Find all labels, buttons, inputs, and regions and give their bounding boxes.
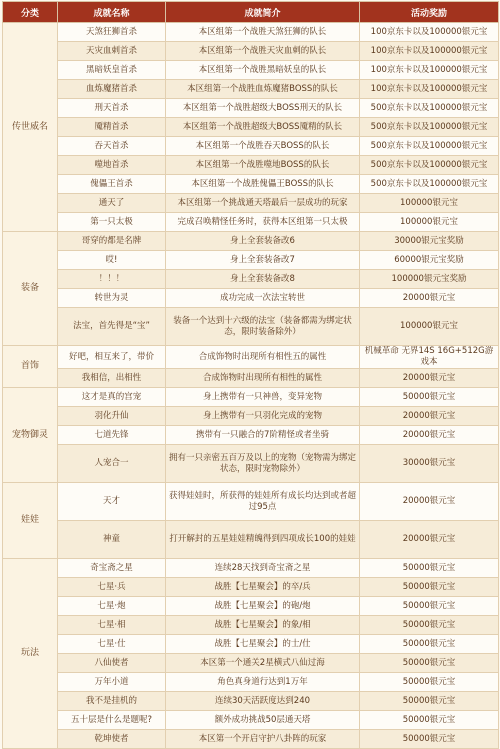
achievement-name-cell: 血炼魔猪首杀: [58, 80, 166, 99]
table-row: [3, 270, 499, 289]
table-row: [3, 445, 499, 483]
table-row: [3, 23, 499, 42]
category-cell: 装备: [3, 232, 58, 346]
reward-cell: 100000银元宝奖励: [360, 270, 499, 289]
reward-cell: 500京东卡以及100000银元宝: [360, 137, 499, 156]
achievement-desc-cell: 合成饰物时出现所有相性的属性: [166, 369, 360, 388]
reward-cell: 30000银元宝奖励: [360, 232, 499, 251]
reward-cell: 50000银元宝: [360, 616, 499, 635]
reward-cell: 100000银元宝: [360, 308, 499, 346]
table-row: [3, 118, 499, 137]
reward-cell: 50000银元宝: [360, 673, 499, 692]
achievement-name-cell: 吞天首杀: [58, 137, 166, 156]
reward-cell: 机械革命 无界14S 16G+512G游戏本: [360, 346, 499, 369]
achievement-name-cell: 神童: [58, 521, 166, 559]
reward-cell: 50000银元宝: [360, 654, 499, 673]
table-row: [3, 597, 499, 616]
achievement-name-cell: 天灾血剌首杀: [58, 42, 166, 61]
table-row: [3, 521, 499, 559]
achievement-desc-cell: 成功完成一次法宝转世: [166, 289, 360, 308]
reward-cell: 20000银元宝: [360, 521, 499, 559]
header-reward: 活动奖励: [360, 2, 499, 23]
achievement-desc-cell: 本区第一个开启守护八卦阵的玩家: [166, 730, 360, 749]
achievement-name-cell: 我相信，出相性: [58, 369, 166, 388]
reward-cell: 20000银元宝: [360, 369, 499, 388]
achievement-name-cell: 天才: [58, 483, 166, 521]
category-cell: 玩法: [3, 559, 58, 749]
header-achievement-name: 成就名称: [58, 2, 166, 23]
table-row: [3, 711, 499, 730]
achievement-name-cell: ！！！: [58, 270, 166, 289]
achievement-name-cell: 第一只太极: [58, 213, 166, 232]
reward-cell: 100京东卡以及100000银元宝: [360, 61, 499, 80]
achievement-name-cell: 奇宝斋之星: [58, 559, 166, 578]
table-row: [3, 137, 499, 156]
table-row: [3, 426, 499, 445]
achievement-desc-cell: 本区组第一个战胜天灾血刺的队长: [166, 42, 360, 61]
achievement-desc-cell: 战胜【七星聚会】的士/仕: [166, 635, 360, 654]
table-row: [3, 635, 499, 654]
achievement-name-cell: 我不是挂机的: [58, 692, 166, 711]
achievement-desc-cell: 额外成功挑战50层通天塔: [166, 711, 360, 730]
reward-cell: 100京东卡以及100000银元宝: [360, 23, 499, 42]
table-row: [3, 369, 499, 388]
reward-cell: 50000银元宝: [360, 730, 499, 749]
achievement-desc-cell: 战胜【七星聚会】的卒/兵: [166, 578, 360, 597]
reward-cell: 50000银元宝: [360, 578, 499, 597]
category-cell: 首饰: [3, 346, 58, 388]
achievement-name-cell: 羽化升仙: [58, 407, 166, 426]
achievement-desc-cell: 本区组第一个战胜噬地BOSS的队长: [166, 156, 360, 175]
achievement-desc-cell: 装备一个达到十六级的法宝（装备都需为绑定状态，限时装备除外）: [166, 308, 360, 346]
achievement-name-cell: 好吧，相互来了，带价: [58, 346, 166, 369]
reward-cell: 50000银元宝: [360, 597, 499, 616]
achievement-desc-cell: 身上全套装备改7: [166, 251, 360, 270]
achievement-name-cell: 七星·相: [58, 616, 166, 635]
table-row: [3, 99, 499, 118]
achievement-name-cell: 人宠合一: [58, 445, 166, 483]
achievement-desc-cell: 角色真身道行达到1万年: [166, 673, 360, 692]
table-row: [3, 194, 499, 213]
achievement-desc-cell: 本区组第一个战胜天煞狂狮的队长: [166, 23, 360, 42]
achievement-table: [2, 1, 499, 749]
achievement-desc-cell: 携带有一只融合的7阶精怪或者坐骑: [166, 426, 360, 445]
header-achievement-desc: 成就简介: [166, 2, 360, 23]
table-row: [3, 175, 499, 194]
achievement-desc-cell: 身上全套装备改8: [166, 270, 360, 289]
achievement-desc-cell: 本区组第一个战胜超级大BOSS魇精的队长: [166, 118, 360, 137]
reward-cell: 100京东卡以及100000银元宝: [360, 42, 499, 61]
table-row: [3, 578, 499, 597]
achievement-name-cell: 刑天首杀: [58, 99, 166, 118]
achievement-name-cell: 七星·炮: [58, 597, 166, 616]
achievement-desc-cell: 本区第一个通关2星横式八仙过海: [166, 654, 360, 673]
reward-cell: 100000银元宝: [360, 194, 499, 213]
reward-cell: 50000银元宝: [360, 692, 499, 711]
achievement-name-cell: 天煞狂狮首杀: [58, 23, 166, 42]
achievement-desc-cell: 身上全套装备改6: [166, 232, 360, 251]
table-row: [3, 308, 499, 346]
achievement-name-cell: 七星·兵: [58, 578, 166, 597]
reward-cell: 500京东卡以及100000银元宝: [360, 118, 499, 137]
achievement-name-cell: 转世为灵: [58, 289, 166, 308]
achievement-name-cell: 乾坤使者: [58, 730, 166, 749]
table-row: [3, 388, 499, 407]
achievement-name-cell: 这才是真的宫宠: [58, 388, 166, 407]
reward-cell: 60000银元宝奖励: [360, 251, 499, 270]
reward-cell: 50000银元宝: [360, 559, 499, 578]
category-cell: 传世威名: [3, 23, 58, 232]
table-row: [3, 346, 499, 369]
achievement-name-cell: 七道先锋: [58, 426, 166, 445]
achievement-desc-cell: 本区组第一个战胜傀儡王BOSS的队长: [166, 175, 360, 194]
achievement-desc-cell: 本区组第一个战胜超级大BOSS刑天的队长: [166, 99, 360, 118]
reward-cell: 20000银元宝: [360, 289, 499, 308]
reward-cell: 20000银元宝: [360, 483, 499, 521]
header-category: 分类: [3, 2, 58, 23]
reward-cell: 50000银元宝: [360, 388, 499, 407]
table-row: [3, 213, 499, 232]
category-cell: 娃娃: [3, 483, 58, 559]
table-row: [3, 232, 499, 251]
achievement-desc-cell: 拥有一只亲密五百万及以上的宠物（宠物需为绑定状态，限时宠物除外）: [166, 445, 360, 483]
table-row: [3, 61, 499, 80]
table-row: [3, 251, 499, 270]
reward-cell: 500京东卡以及100000银元宝: [360, 99, 499, 118]
achievement-desc-cell: 战胜【七星聚会】的砲/炮: [166, 597, 360, 616]
table-row: [3, 42, 499, 61]
achievement-desc-cell: 战胜【七星聚会】的象/相: [166, 616, 360, 635]
reward-cell: 50000银元宝: [360, 711, 499, 730]
reward-cell: 100京东卡以及100000银元宝: [360, 80, 499, 99]
achievement-desc-cell: 本区组第一个战胜黑暗妖皇的队长: [166, 61, 360, 80]
table-row: [3, 559, 499, 578]
reward-cell: 30000银元宝: [360, 445, 499, 483]
achievement-name-cell: 五十层是什么是题呢?: [58, 711, 166, 730]
achievement-name-cell: 哥穿的都是名牌: [58, 232, 166, 251]
achievement-desc-cell: 打开解封的五星娃娃精魄得到四项成长100的娃娃: [166, 521, 360, 559]
reward-cell: 50000银元宝: [360, 635, 499, 654]
reward-cell: 100000银元宝: [360, 213, 499, 232]
reward-cell: 20000银元宝: [360, 426, 499, 445]
achievement-name-cell: 傀儡王首杀: [58, 175, 166, 194]
table-row: [3, 80, 499, 99]
achievement-desc-cell: 连续28天找到奇宝斋之星: [166, 559, 360, 578]
achievement-desc-cell: 本区组第一个战胜血炼魔猪BOSS的队长: [166, 80, 360, 99]
reward-cell: 500京东卡以及100000银元宝: [360, 175, 499, 194]
achievement-name-cell: 法宝，首先得是“宝”: [58, 308, 166, 346]
achievement-desc-cell: 连续30天活跃度达到240: [166, 692, 360, 711]
header-row: [3, 2, 499, 23]
reward-cell: 500京东卡以及100000银元宝: [360, 156, 499, 175]
table-row: [3, 692, 499, 711]
table-row: [3, 156, 499, 175]
achievement-name-cell: 噬地首杀: [58, 156, 166, 175]
category-cell: 宠物御灵: [3, 388, 58, 483]
achievement-desc-cell: 身上携带有一只羽化完成的宠物: [166, 407, 360, 426]
table-row: [3, 654, 499, 673]
table-row: [3, 289, 499, 308]
achievement-name-cell: 通天了: [58, 194, 166, 213]
achievement-name-cell: 哎!: [58, 251, 166, 270]
table-row: [3, 616, 499, 635]
achievement-desc-cell: 本区组第一个挑战通天塔最后一层成功的玩家: [166, 194, 360, 213]
table-row: [3, 407, 499, 426]
achievement-name-cell: 万年小道: [58, 673, 166, 692]
achievement-desc-cell: 完成召唤精怪任务时，获得本区组第一只太极: [166, 213, 360, 232]
achievement-desc-cell: 合成饰物时出现所有相性五的属性: [166, 346, 360, 369]
achievement-name-cell: 八仙使者: [58, 654, 166, 673]
achievement-desc-cell: 本区组第一个战胜吞天BOSS的队长: [166, 137, 360, 156]
achievement-name-cell: 七星·仕: [58, 635, 166, 654]
achievement-name-cell: 黑暗妖皇首杀: [58, 61, 166, 80]
achievement-desc-cell: 身上携带有一只神兽，变异宠物: [166, 388, 360, 407]
reward-cell: 20000银元宝: [360, 407, 499, 426]
table-row: [3, 483, 499, 521]
achievement-name-cell: 魇精首杀: [58, 118, 166, 137]
table-row: [3, 730, 499, 749]
table-row: [3, 673, 499, 692]
achievement-desc-cell: 获得娃娃时，所获得的娃娃所有成长均达到或者超过95点: [166, 483, 360, 521]
